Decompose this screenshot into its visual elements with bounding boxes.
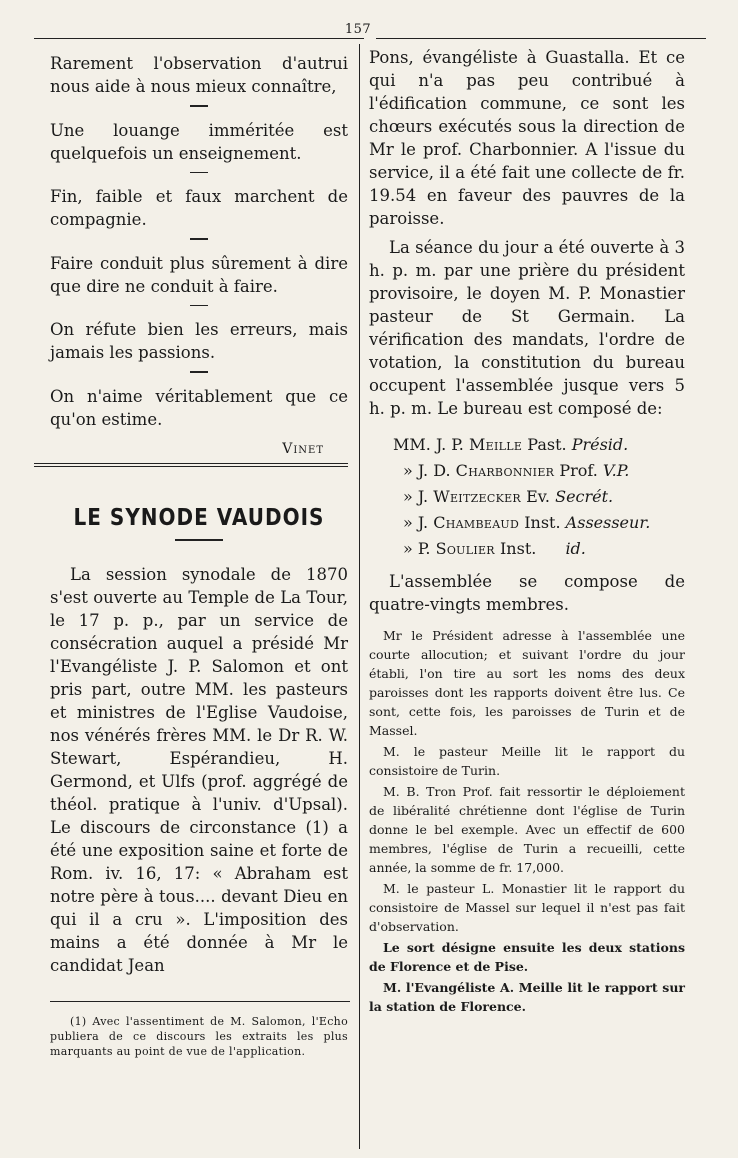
column-divider (359, 44, 360, 1149)
report-paragraph: M. l'Evangéliste A. Meille lit le rapport sur la station de Florence. (369, 980, 685, 1014)
bureau-row (393, 458, 685, 484)
bureau-name: Chambeaud (433, 513, 520, 532)
bureau-title: Past. (527, 435, 567, 454)
separator-dash (190, 305, 208, 307)
article-body: La session synodale de 1870 s'est ouverte au Temple de La Tour, le 17 p. p., par un service de consécration auquel a présidé Mr l'Evangéliste J. P. Salomon et ont pris part, outre MM. les pasteurs et ministres de l'Eglise Vaudoise, nos vénérés frères MM. le Dr R. W. Stewart, Espérandieu, H. Germond, et Ulfs (prof. aggrégé de théol. pratique à l'univ. d'Upsal). Le discours de circonstance (1) a été une exposition saine et forte de Rom. iv. 16, 17: « Abraham est notre père à tous.... devant Dieu en qui il a cru ». L'imposition des mains a été donnée à Mr le candidat Jean (50, 564, 348, 975)
bureau-title: Inst. (524, 513, 561, 532)
bureau-role: Présid. (571, 435, 629, 454)
article-title: LE SYNODE VAUDOIS (73, 502, 325, 531)
bureau-title: Inst. (499, 539, 537, 558)
bureau-role: V.P. (602, 461, 630, 480)
bureau-row (393, 536, 685, 562)
separator-dash (190, 172, 208, 174)
bureau-role: id. (565, 539, 586, 558)
bureau-role: Secrét. (555, 487, 614, 506)
bureau-prefix: MM. J. P. (393, 435, 464, 454)
report-paragraph: Mr le Président adresse à l'assemblée une courte allocution; et suivant l'ordre du jour établi, l'on tire au sort les noms des deux paroisses dont les rapports doivent être lus. Ce sont, cette fois, les paroisses de Turin et de Massel. (369, 628, 685, 738)
report-paragraph: M. le pasteur L. Monastier lit le rapport du consistoire de Massel sur lequel il n'est pas fait d'observation. (369, 881, 685, 934)
paragraph: La séance du jour a été ouverte à 3 h. p. m. par une prière du président provisoire, le doyen M. P. Monastier pasteur de St Germain. La vérification des mandats, l'ordre de votation, la constitution du bureau occupent l'assemblée jusque vers 5 h. p. m. Le bureau est composé de: (369, 238, 685, 418)
top-rule-left (34, 38, 364, 39)
bureau-name: Meille (468, 435, 523, 454)
report-paragraph: M. le pasteur Meille lit le rapport du consistoire de Turin. (369, 744, 685, 778)
footnote: (1) Avec l'assentiment de M. Salomon, l'Echo publiera de ce discours les extraits les plus marquants au point de vue de l'application. (50, 1014, 348, 1058)
maxim: Faire conduit plus sûrement à dire que dire ne conduit à faire. (50, 253, 348, 296)
bureau-list (393, 432, 685, 562)
double-rule (34, 463, 348, 467)
bureau-name: Weitzecker (433, 487, 522, 506)
separator-dash (190, 371, 208, 373)
bureau-title: Prof. (559, 461, 598, 480)
bureau-prefix: » P. (403, 539, 431, 558)
maxim: Rarement l'observation d'autrui nous aide à nous mieux connaître, (50, 54, 348, 96)
bureau-row (393, 484, 685, 510)
bureau-prefix: » J. D. (403, 461, 451, 480)
bureau-name: Soulier (435, 539, 495, 558)
paragraph: Pons, évangéliste à Guastalla. Et ce qui n'a pas peu contribué à l'édification commune, ce sont les chœurs exécutés sous la direction de Mr le prof. Charbonnier. A l'issue du service, il a été fait une collecte de fr. 19.54 en faveur des pauvres de la paroisse. (369, 48, 685, 228)
bureau-row (393, 510, 685, 536)
bureau-prefix: » J. (403, 513, 429, 532)
bureau-prefix: » J. (403, 487, 429, 506)
signature: Vinet (282, 440, 324, 457)
bureau-row (393, 432, 685, 458)
maxim: Une louange imméritée est quelquefois un enseignement. (50, 120, 348, 163)
left-column (50, 52, 348, 1059)
page-number: 157 (344, 22, 372, 37)
maxim: On n'aime véritablement que ce qu'on estime. (50, 386, 348, 429)
title-dash (175, 539, 223, 541)
footnote-rule (50, 1001, 350, 1002)
right-column (369, 46, 685, 1018)
report-paragraph: Le sort désigne ensuite les deux stations de Florence et de Pise. (369, 940, 685, 974)
top-rule-right (376, 38, 706, 39)
separator-dash (190, 238, 208, 240)
bureau-title: Ev. (526, 487, 551, 506)
maxim: On réfute bien les erreurs, mais jamais les passions. (50, 320, 348, 362)
bureau-role: Assesseur. (565, 513, 651, 532)
separator-dash (190, 105, 208, 107)
paragraph: L'assemblée se compose de quatre-vingts membres. (369, 572, 685, 614)
maxim: Fin, faible et faux marchent de compagnie. (50, 187, 348, 229)
bureau-name: Charbonnier (455, 461, 555, 480)
report-paragraph: M. B. Tron Prof. fait ressortir le déploiement de libéralité chrétienne dont l'église de Turin donne le bel exemple. Avec un effectif de 600 membres, l'église de Turin a recueilli, cette année, la somme de fr. 17,000. (369, 784, 685, 875)
